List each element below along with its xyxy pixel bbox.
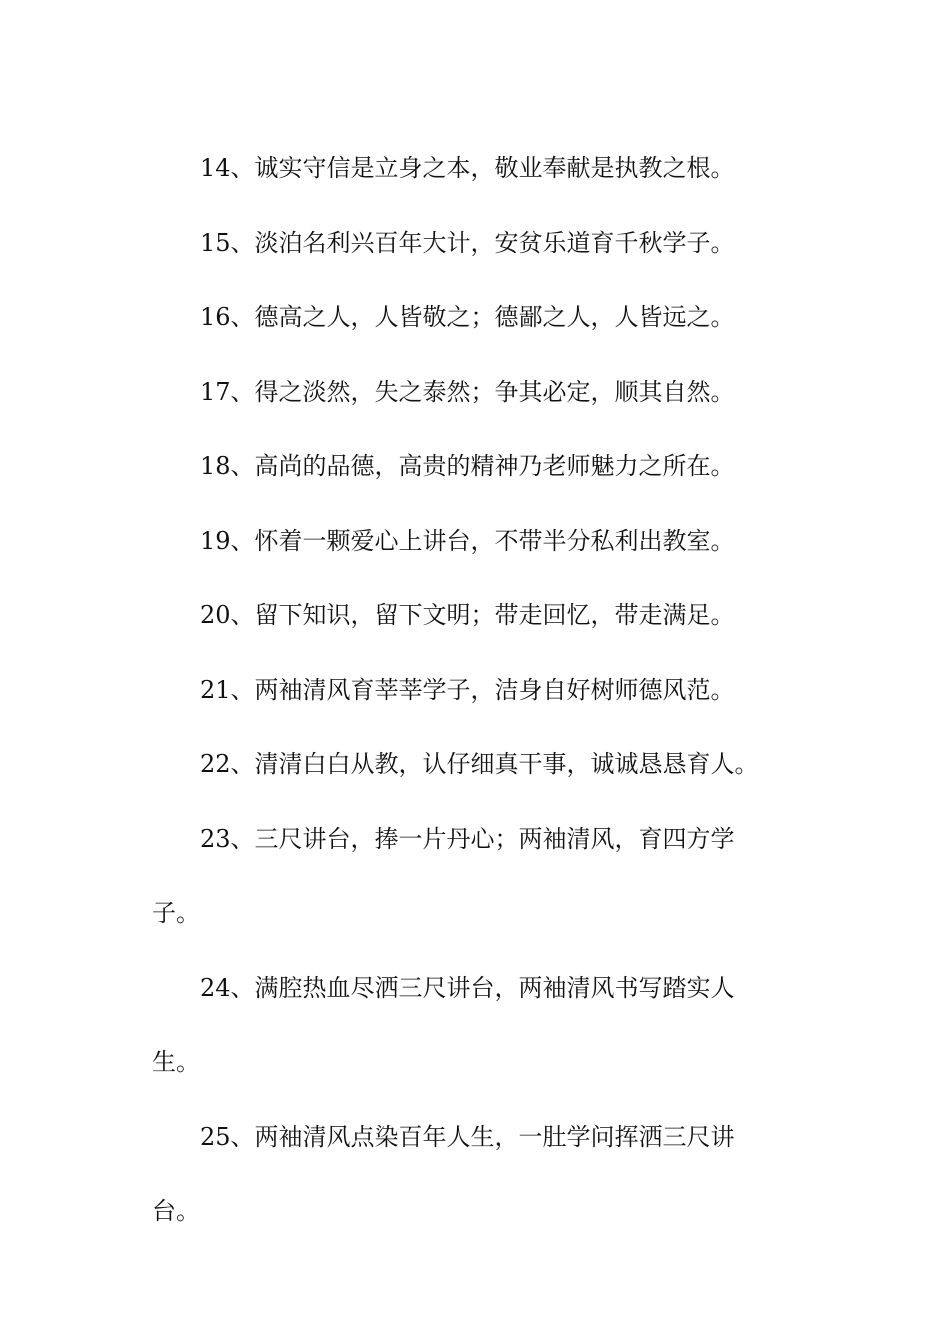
paragraph-14: 14、诚实守信是立身之本，敬业奉献是执教之根。: [200, 154, 735, 182]
paragraph-23: 23、三尺讲台，捧一片丹心；两袖清风，育四方学子。: [152, 824, 735, 927]
paragraph-24: 24、满腔热血尽洒三尺讲台，两袖清风书写踏实人生。: [152, 973, 735, 1076]
paragraph-22: 22、清清白白从教，认仔细真干事，诚诚恳恳育人。: [200, 750, 759, 778]
document-body: [152, 131, 772, 1249]
paragraph-16: 16、德高之人，人皆敬之；德鄙之人，人皆远之。: [200, 303, 735, 331]
paragraph-20: 20、留下知识，留下文明；带走回忆，带走满足。: [200, 601, 735, 629]
paragraph-19: 19、怀着一颗爱心上讲台，不带半分私利出教室。: [200, 526, 735, 555]
paragraph-15: 15、淡泊名利兴百年大计，安贫乐道育千秋学子。: [200, 228, 735, 257]
paragraph-25: 25、两袖清风点染百年人生，一肚学问挥洒三尺讲台。: [152, 1122, 735, 1225]
paragraph-21: 21、两袖清风育莘莘学子，洁身自好树师德风范。: [200, 675, 735, 704]
paragraph-17: 17、得之淡然，失之泰然；争其必定，顺其自然。: [200, 377, 735, 406]
paragraph-18: 18、高尚的品德，高贵的精神乃老师魅力之所在。: [200, 452, 735, 480]
